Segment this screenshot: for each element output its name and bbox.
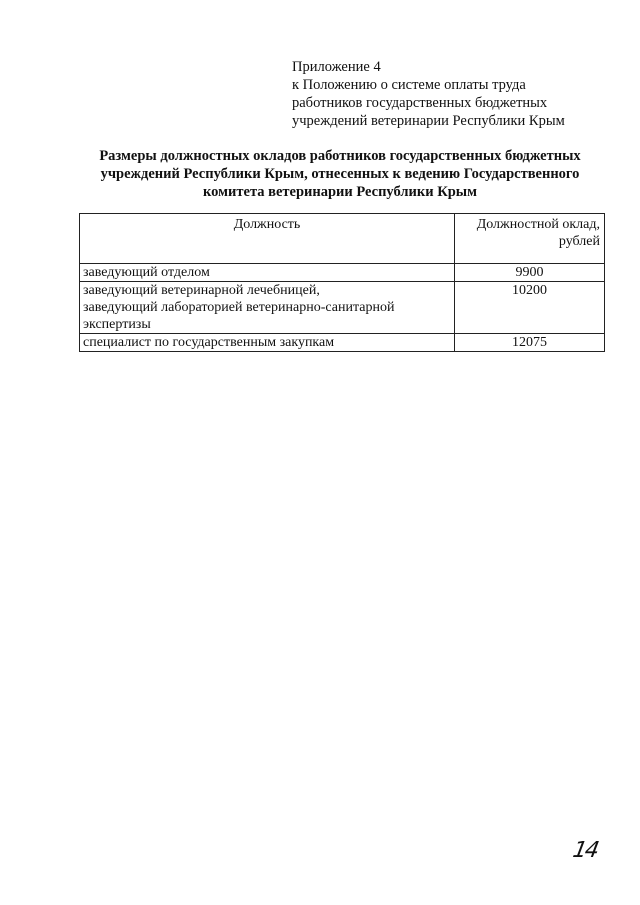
cell-salary: 10200 — [455, 282, 605, 334]
table-row — [80, 334, 605, 352]
position-line: заведующий ветеринарной лечебницей, — [83, 283, 320, 298]
title-line: учреждений Республики Крым, отнесенных к ведению Государственного — [100, 166, 580, 182]
cell-salary: 9900 — [455, 264, 605, 282]
header-position: Должность — [80, 214, 455, 264]
table-header-row — [80, 214, 605, 264]
appendix-line: учреждений ветеринарии Республики Крым — [292, 113, 565, 129]
appendix-line: Приложение 4 — [292, 59, 381, 75]
title-line: комитета ветеринарии Республики Крым — [203, 184, 477, 200]
position-line: заведующий лабораторией ветеринарно-санитарной — [83, 300, 395, 315]
table-row — [80, 264, 605, 282]
appendix-header — [292, 58, 565, 130]
title-line: Размеры должностных окладов работников государственных бюджетных — [99, 148, 581, 164]
table-row — [80, 282, 605, 334]
cell-position — [80, 264, 455, 282]
appendix-line: работников государственных бюджетных — [292, 95, 548, 111]
document-title — [60, 147, 620, 201]
salary-table — [79, 213, 605, 352]
cell-position — [80, 334, 455, 352]
header-salary — [455, 214, 605, 264]
header-salary-line: рублей — [558, 234, 600, 249]
handwritten-page-number: 14 — [570, 838, 600, 863]
appendix-line: к Положению о системе оплаты труда — [292, 77, 526, 93]
cell-position — [80, 282, 455, 334]
header-salary-line: Должностной оклад, — [476, 217, 600, 232]
position-line: заведующий отделом — [83, 265, 210, 280]
cell-salary: 12075 — [455, 334, 605, 352]
position-line: специалист по государственным закупкам — [83, 335, 335, 350]
position-line: экспертизы — [83, 317, 151, 332]
